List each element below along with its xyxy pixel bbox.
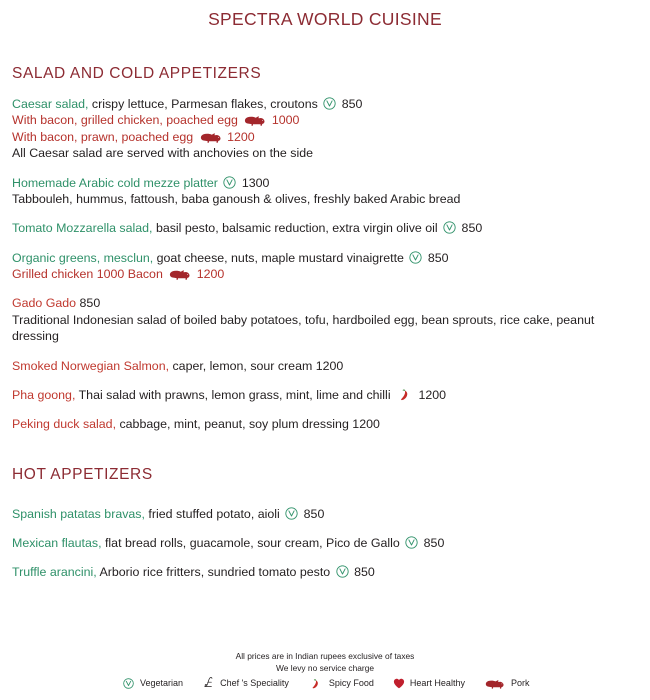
menu-item-name: Gado Gado	[12, 296, 77, 311]
pork-icon	[169, 268, 190, 280]
menu-item-main-line	[12, 295, 638, 311]
menu-item-subline	[12, 129, 638, 145]
legend-label: Pork	[510, 678, 530, 688]
menu-item-price: 1200	[352, 417, 380, 432]
footer-service-charge-note: We levy no service charge	[275, 662, 375, 673]
vegetarian-icon	[285, 507, 298, 520]
menu-item-price: 850	[461, 221, 483, 236]
menu-item-price: 850	[427, 250, 449, 265]
heart-healthy-icon	[392, 678, 405, 690]
menu-item-main-line	[12, 564, 638, 580]
menu-item-description: basil pesto, balsamic reduction, extra virgin olive oil	[155, 221, 438, 236]
vegetarian-icon	[443, 221, 456, 234]
legend-label: Spicy Food	[328, 678, 374, 688]
menu-item	[12, 387, 638, 403]
menu-item-main-line	[12, 175, 638, 191]
menu-item-note: All Caesar salad are served with anchovies on the side	[12, 146, 313, 161]
vegetarian-icon	[336, 565, 349, 578]
menu-item-name: Caesar salad,	[12, 97, 89, 111]
menu-item-price: 1200	[315, 358, 344, 373]
menu-item	[12, 295, 638, 344]
section-body-hot-appetizers	[12, 506, 638, 581]
vegetarian-icon	[409, 251, 422, 264]
menu-item-price: 850	[341, 97, 363, 111]
menu-item-description: fried stuffed potato, aioli	[148, 506, 280, 521]
vegetarian-icon	[323, 97, 336, 110]
menu-item-description: cabbage, mint, peanut, soy plum dressing	[119, 417, 349, 432]
menu-item-main-line	[12, 358, 638, 374]
legend-item-pork	[481, 677, 529, 691]
menu-item-main-line	[12, 506, 638, 522]
legend	[0, 676, 650, 692]
menu-item	[12, 250, 638, 283]
footer	[0, 650, 650, 692]
menu-item-subline-text: Grilled chicken 1000 Bacon	[12, 267, 163, 281]
pork-icon	[200, 131, 221, 143]
menu-item-main-line	[12, 96, 638, 112]
menu-item	[12, 220, 638, 236]
section-heading-salad-and-cold-appetizers: SALAD AND COLD APPETIZERS	[12, 65, 262, 82]
menu-item-name: Peking duck salad,	[12, 417, 117, 432]
menu-item	[12, 416, 638, 432]
menu-item	[12, 506, 638, 522]
menu-item-description: caper, lemon, sour cream	[172, 358, 313, 373]
menu-item-price: 850	[423, 536, 445, 550]
menu-item-name: Pha goong,	[12, 387, 76, 402]
menu-item-main-line	[12, 416, 638, 432]
vegetarian-icon	[122, 678, 135, 691]
menu-item-name: Truffle arancini,	[12, 565, 97, 580]
menu-item-description: goat cheese, nuts, maple mustard vinaigrette	[156, 250, 404, 265]
menu-item-name: Tomato Mozzarella salad,	[12, 221, 153, 236]
menu-item-subline-price: 1200	[227, 129, 255, 144]
menu-item-subline-text: With bacon, prawn, poached egg	[12, 129, 194, 144]
menu-item-name: Smoked Norwegian Salmon,	[12, 358, 170, 373]
legend-label: Chef 's Speciality	[220, 678, 289, 688]
menu-item-description: crispy lettuce, Parmesan flakes, croutons	[91, 97, 318, 111]
menu-item-subline	[12, 112, 638, 128]
menu-item-description: Arborio rice fritters, sundried tomato pesto	[99, 565, 331, 580]
legend-item-vegetarian	[120, 677, 183, 691]
menu-item-description: flat bread rolls, guacamole, sour cream, Pico de Gallo	[104, 536, 400, 550]
page-title: SPECTRA WORLD CUISINE	[208, 9, 442, 29]
menu-item-price: 850	[79, 296, 101, 311]
menu-item-main-line	[12, 250, 638, 266]
spicy-food-icon	[398, 388, 411, 402]
menu-item-main-line	[12, 220, 638, 236]
menu-item	[12, 535, 638, 551]
menu-item-price: 1200	[418, 387, 447, 402]
menu-item-subline	[12, 266, 638, 282]
menu-item-price: 1300	[241, 175, 270, 190]
menu-item-note: Tabbouleh, hummus, fattoush, baba ganoush & olives, freshly baked Arabic bread	[12, 191, 461, 206]
menu-item-main-line	[12, 535, 638, 551]
menu-item	[12, 564, 638, 580]
legend-item-spicy-food	[305, 677, 374, 692]
legend-item-heart-healthy	[390, 677, 465, 691]
menu-item	[12, 358, 638, 374]
menu-item-price: 850	[303, 506, 325, 521]
menu-item-description: Thai salad with prawns, lemon grass, mint, lime and chilli	[78, 387, 391, 402]
menu-item-name: Spanish patatas bravas,	[12, 506, 145, 521]
menu-item-price: 850	[354, 565, 375, 580]
spicy-food-icon	[309, 678, 322, 692]
menu-item	[12, 175, 638, 208]
pork-icon	[244, 114, 265, 126]
menu-item-name: Mexican flautas,	[12, 536, 102, 550]
menu-item	[12, 96, 638, 162]
legend-label: Vegetarian	[140, 678, 184, 688]
section-body-salad-and-cold-appetizers	[12, 96, 638, 433]
pork-icon	[484, 678, 505, 690]
vegetarian-icon	[223, 176, 236, 189]
menu-item-subline-price: 1000	[271, 113, 300, 128]
legend-label: Heart Healthy	[409, 678, 465, 688]
footer-tax-note: All prices are in Indian rupees exclusive of taxes	[235, 650, 415, 661]
menu-item-note: Traditional Indonesian salad of boiled baby potatoes, tofu, hardboiled egg, bean sprouts, rice cake, peanut dressing	[12, 312, 595, 344]
menu-item-main-line	[12, 387, 638, 403]
menu-item-subline-text: With bacon, grilled chicken, poached egg	[12, 113, 238, 128]
vegetarian-icon	[405, 536, 418, 549]
section-heading-hot-appetizers: HOT APPETIZERS	[12, 465, 153, 483]
menu-item-subline-price: 1200	[196, 267, 225, 281]
menu-item-name: Organic greens, mesclun,	[12, 250, 154, 265]
legend-item-chef-speciality	[200, 676, 289, 691]
menu-item-name: Homemade Arabic cold mezze platter	[12, 175, 218, 190]
chef-speciality-icon	[202, 676, 216, 689]
